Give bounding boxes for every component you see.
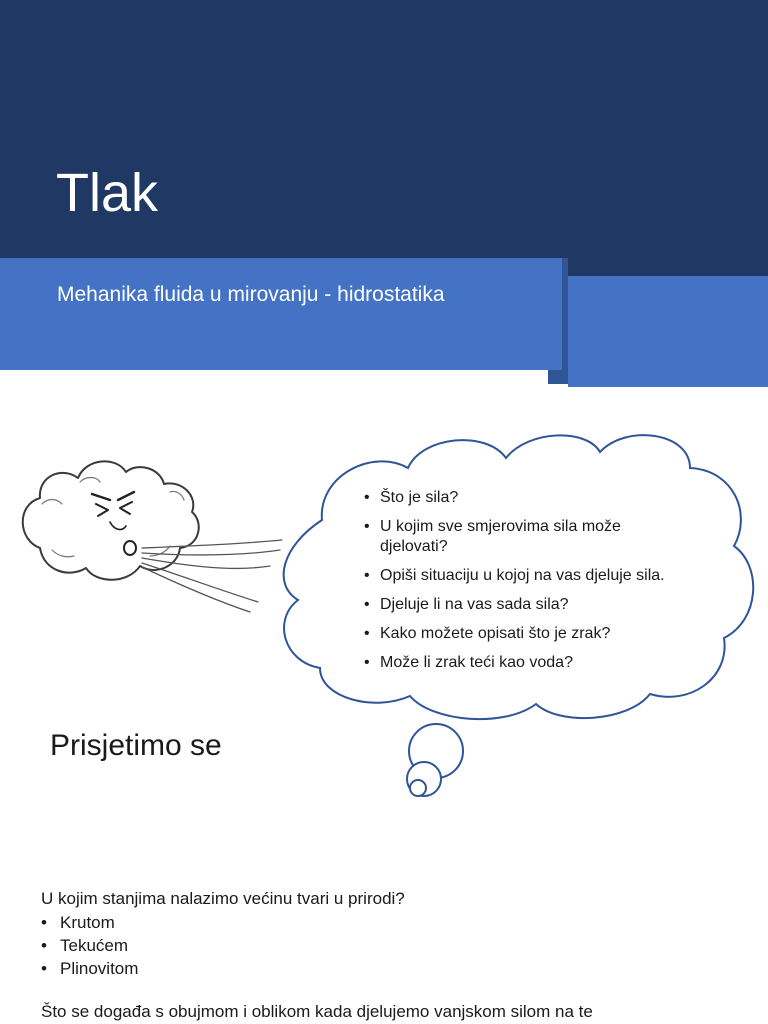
subtitle-band <box>0 258 562 370</box>
list-item: • Opiši situaciju u kojoj na vas djeluje sila. <box>362 566 682 586</box>
section-heading: Prisjetimo se <box>50 729 222 762</box>
states-question: U kojim stanjima nalazimo većinu tvari u prirodi? <box>41 889 405 908</box>
list-item: • Djeluje li na vas sada sila? <box>362 595 682 615</box>
list-item: • Krutom <box>41 911 138 934</box>
follow-up-question: Što se događa s obujmom i oblikom kada djelujemo vanjskom silom na te <box>41 1002 593 1021</box>
list-item: • U kojim sve smjerovima sila može djelovati? <box>362 517 682 557</box>
list-item: • Tekućem <box>41 934 138 957</box>
list-item: • Kako možete opisati što je zrak? <box>362 624 682 644</box>
accent-block-right <box>568 276 768 387</box>
title-band <box>0 0 768 276</box>
slide-title: Tlak <box>56 163 159 223</box>
list-item: • Što je sila? <box>362 488 682 508</box>
list-item: • Može li zrak teći kao voda? <box>362 653 682 673</box>
blowing-cloud-icon <box>23 461 199 579</box>
list-item: • Plinovitom <box>41 957 138 980</box>
states-list <box>41 911 138 980</box>
thought-bubble-questions <box>362 488 682 682</box>
slide-subtitle: Mehanika fluida u mirovanju - hidrostatika <box>57 283 445 306</box>
